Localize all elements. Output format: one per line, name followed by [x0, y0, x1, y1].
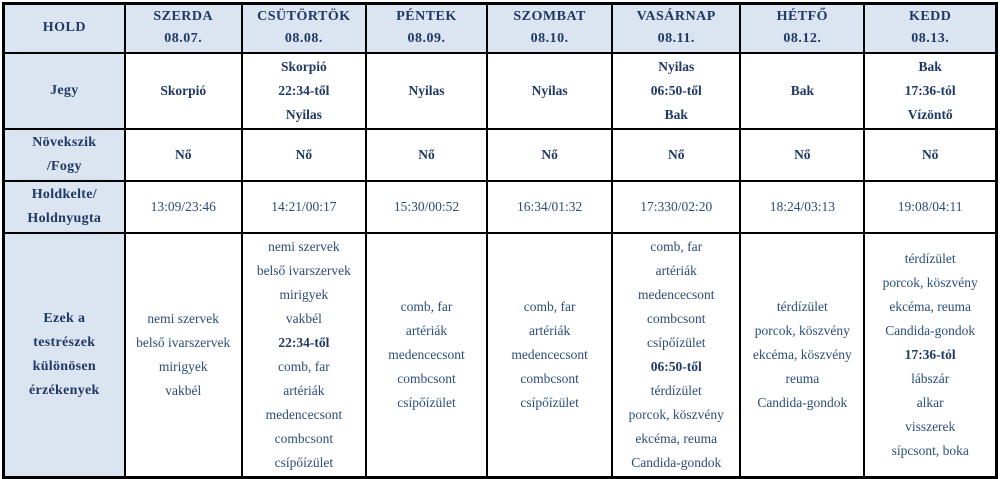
table-head — [4, 4, 997, 53]
cell-line: combcsont — [274, 430, 334, 446]
row-label-line: érzékenyek — [28, 382, 100, 398]
cell-line: combcsont — [397, 370, 456, 386]
cell-line: artériák — [405, 322, 448, 338]
cell-line: nemi szervek — [147, 310, 220, 326]
cell-jegy-kedd — [864, 53, 996, 129]
day-date: 08.12. — [783, 31, 822, 47]
day-name: PÉNTEK — [396, 9, 457, 25]
cell-line: Nő — [541, 146, 558, 162]
cell-line: lábszár — [911, 370, 950, 386]
day-date: 08.09. — [407, 31, 446, 47]
cell-novekszik-fogy-csutortok — [242, 129, 366, 181]
cell-jegy-szerda — [125, 53, 242, 129]
cell-line: belső ivarszervek — [136, 334, 231, 350]
corner-header: HOLD — [4, 4, 125, 53]
cell-line: mirigyek — [279, 286, 329, 302]
cell-line: porcok, köszvény — [754, 322, 850, 338]
cell-line: Vízöntő — [907, 106, 953, 122]
cell-holdkelte-holdnyugta-vasarnap — [612, 181, 740, 233]
day-name: SZOMBAT — [513, 9, 586, 25]
cell-novekszik-fogy-vasarnap — [612, 129, 740, 181]
day-name: CSÜTÖRTÖK — [257, 9, 351, 25]
cell-line: vakbél — [285, 310, 322, 326]
cell-holdkelte-holdnyugta-szombat — [487, 181, 612, 233]
day-header-pentek — [366, 4, 487, 53]
row-novekszik-fogy — [4, 129, 997, 181]
cell-novekszik-fogy-kedd — [864, 129, 996, 181]
cell-line: csípőízület — [397, 394, 456, 410]
cell-line: csípőízület — [646, 334, 706, 350]
day-header-hetfo — [740, 4, 864, 53]
cell-erzekeny-testreszek-pentek — [366, 233, 487, 478]
row-holdkelte-holdnyugta — [4, 181, 997, 233]
day-header-csutortok — [242, 4, 366, 53]
cell-line: Nő — [794, 146, 811, 162]
cell-line: nemi szervek — [268, 238, 340, 254]
cell-line: Nő — [921, 146, 939, 162]
cell-line: comb, far — [400, 298, 453, 314]
cell-line: comb, far — [650, 238, 703, 254]
cell-line: 15:30/00:52 — [393, 198, 460, 214]
row-label-line: Növekszik — [32, 134, 97, 150]
cell-jegy-pentek — [366, 53, 487, 129]
cell-line: csípőízület — [274, 454, 334, 470]
cell-line: Bak — [790, 82, 814, 98]
cell-line: artériák — [283, 382, 325, 398]
row-erzekeny-testreszek — [4, 233, 997, 478]
cell-line: medencecsont — [511, 346, 588, 362]
moon-calendar-table — [2, 2, 998, 479]
cell-jegy-csutortok — [242, 53, 366, 129]
day-date: 08.10. — [530, 31, 569, 47]
row-label-erzekeny-testreszek — [4, 233, 125, 478]
cell-line: comb, far — [278, 358, 330, 374]
cell-holdkelte-holdnyugta-hetfo — [740, 181, 864, 233]
day-name: SZERDA — [153, 9, 214, 25]
row-label-novekszik-fogy — [4, 129, 125, 181]
cell-line: 16:34/01:32 — [516, 198, 583, 214]
cell-erzekeny-testreszek-szombat — [487, 233, 612, 478]
day-date: 08.11. — [657, 31, 695, 47]
cell-line: comb, far — [523, 298, 576, 314]
cell-line: 06:50-től — [650, 82, 702, 98]
cell-line: Nő — [174, 146, 192, 162]
cell-line: 22:34-től — [278, 82, 330, 98]
cell-line: Candida-gondok — [885, 322, 976, 338]
cell-line: Nyilas — [285, 106, 322, 122]
cell-holdkelte-holdnyugta-kedd — [864, 181, 996, 233]
row-label-line: Jegy — [50, 82, 79, 98]
cell-line: 06:50-től — [650, 358, 702, 374]
cell-line: 13:09/23:46 — [150, 198, 216, 214]
cell-line: 18:24/03:13 — [769, 198, 835, 214]
cell-jegy-vasarnap — [612, 53, 740, 129]
cell-line: Candida-gondok — [757, 394, 848, 410]
cell-line: medencecsont — [388, 346, 465, 362]
cell-line: combcsont — [520, 370, 579, 386]
cell-line: mirigyek — [158, 358, 208, 374]
row-label-line: testrészek — [33, 334, 96, 350]
day-header-szombat — [487, 4, 612, 53]
cell-jegy-szombat — [487, 53, 612, 129]
cell-line: medencecsont — [637, 286, 715, 302]
cell-line: artériák — [655, 262, 697, 278]
cell-line: Nyilas — [408, 82, 445, 98]
cell-line: Nő — [295, 146, 313, 162]
row-label-holdkelte-holdnyugta — [4, 181, 125, 233]
cell-line: Bak — [918, 58, 942, 74]
cell-line: 14:21/00:17 — [271, 198, 337, 214]
cell-novekszik-fogy-pentek — [366, 129, 487, 181]
cell-line: belső ivarszervek — [256, 262, 351, 278]
cell-line: vakbél — [165, 382, 202, 398]
day-header-szerda — [125, 4, 242, 53]
row-label-jegy — [4, 53, 125, 129]
cell-line: visszerek — [905, 418, 956, 434]
cell-line: Nő — [667, 146, 685, 162]
cell-line: térdízület — [650, 382, 702, 398]
cell-erzekeny-testreszek-kedd — [864, 233, 996, 478]
cell-line: medencecsont — [265, 406, 343, 422]
cell-line: Skorpió — [280, 58, 327, 74]
row-label-line: Ezek a — [43, 310, 86, 326]
cell-line: Nő — [418, 146, 435, 162]
cell-line: alkar — [916, 394, 944, 410]
day-name: HÉTFŐ — [776, 9, 829, 25]
day-date: 08.13. — [911, 31, 950, 47]
cell-line: térdízület — [776, 298, 828, 314]
cell-novekszik-fogy-szerda — [125, 129, 242, 181]
cell-line: 17:36-tól — [904, 82, 956, 98]
row-label-line: különösen — [32, 358, 97, 374]
cell-line: Nyilas — [658, 58, 695, 74]
row-label-line: /Fogy — [46, 158, 82, 174]
cell-line: csípőízület — [520, 394, 579, 410]
cell-line: 17:330/02:20 — [640, 198, 713, 214]
cell-novekszik-fogy-hetfo — [740, 129, 864, 181]
cell-erzekeny-testreszek-szerda — [125, 233, 242, 478]
row-jegy — [4, 53, 997, 129]
cell-line: Nyilas — [531, 82, 568, 98]
cell-novekszik-fogy-szombat — [487, 129, 612, 181]
cell-erzekeny-testreszek-csutortok — [242, 233, 366, 478]
cell-line: ekcéma, reuma — [889, 298, 972, 314]
cell-erzekeny-testreszek-vasarnap — [612, 233, 740, 478]
cell-jegy-hetfo — [740, 53, 864, 129]
cell-line: Candida-gondok — [631, 454, 722, 470]
header-row — [4, 4, 997, 53]
cell-line: porcok, köszvény — [882, 274, 978, 290]
cell-line: sípcsont, boka — [891, 442, 969, 458]
cell-holdkelte-holdnyugta-szerda — [125, 181, 242, 233]
cell-line: artériák — [529, 322, 571, 338]
cell-line: 22:34-től — [278, 334, 330, 350]
table-body — [4, 53, 997, 478]
day-header-vasarnap — [612, 4, 740, 53]
cell-line: 17:36-tól — [904, 346, 956, 362]
row-label-line: Holdnyugta — [27, 210, 102, 226]
day-date: 08.08. — [284, 31, 323, 47]
day-date: 08.07. — [164, 31, 203, 47]
day-header-kedd — [864, 4, 996, 53]
cell-line: Bak — [664, 106, 688, 122]
cell-line: reuma — [785, 370, 820, 386]
cell-line: porcok, köszvény — [628, 406, 724, 422]
cell-line: 19:08/04:11 — [897, 198, 963, 214]
cell-holdkelte-holdnyugta-csutortok — [242, 181, 366, 233]
cell-line: ekcéma, köszvény — [752, 346, 852, 362]
cell-holdkelte-holdnyugta-pentek — [366, 181, 487, 233]
row-label-line: Holdkelte/ — [31, 186, 97, 202]
cell-erzekeny-testreszek-hetfo — [740, 233, 864, 478]
cell-line: térdízület — [904, 250, 956, 266]
cell-line: ekcéma, reuma — [635, 430, 718, 446]
day-name: KEDD — [908, 9, 952, 25]
cell-line: Skorpió — [160, 82, 207, 98]
cell-line: combcsont — [646, 310, 706, 326]
day-name: VASÁRNAP — [636, 9, 716, 25]
moon-calendar — [2, 2, 998, 472]
